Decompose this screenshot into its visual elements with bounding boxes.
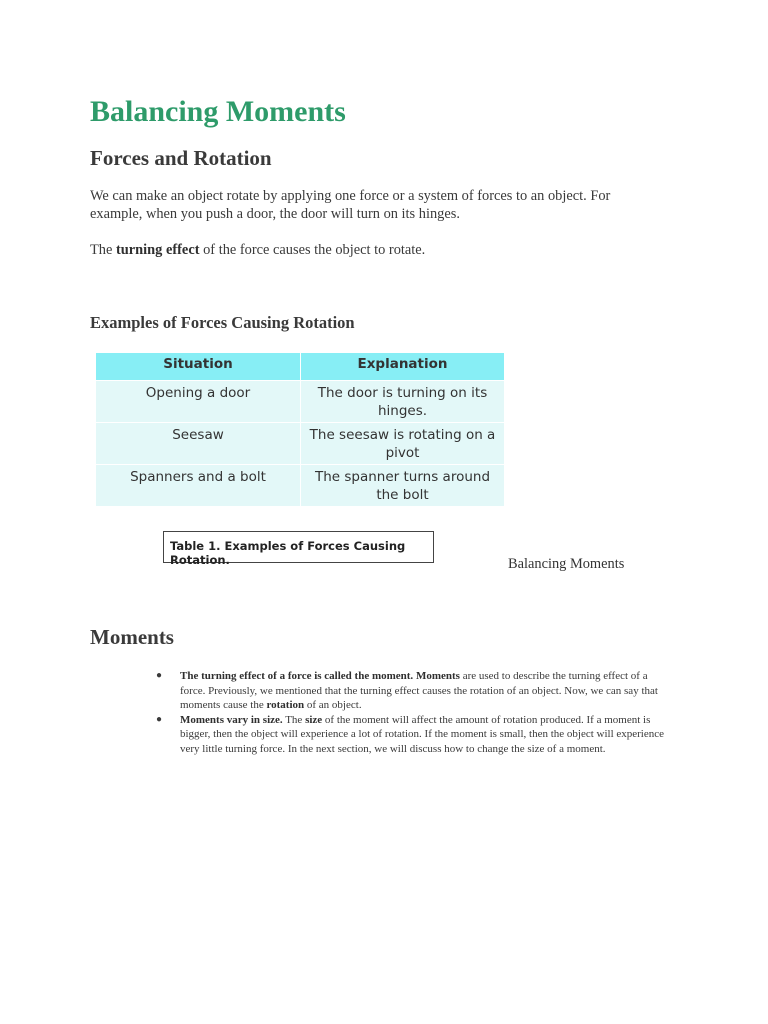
- section-heading-forces-and-rotation: Forces and Rotation: [90, 146, 272, 170]
- section-heading-moments: Moments: [90, 625, 174, 649]
- bullet-text: of the moment will affect the amount of rotation produced. If a moment is bigger, then the object will experience a lot of rotation. If the moment is small, then the object will experience very little turning force. In the next section, we will discuss how to change the size of a moment.: [180, 713, 665, 755]
- table-cell: Opening a door: [96, 381, 301, 423]
- table-row: [96, 423, 505, 465]
- table-cell: The door is turning on its hinges.: [301, 381, 505, 423]
- table-cell: The spanner turns around the bolt: [301, 465, 505, 507]
- para-prefix: The: [90, 242, 116, 258]
- bullet-bold: rotation: [266, 699, 305, 711]
- table-row: [96, 465, 505, 507]
- bullet-icon: ●: [156, 713, 163, 725]
- bullet-bold: Moments: [415, 670, 460, 682]
- list-item: [156, 669, 668, 713]
- side-label: Balancing Moments: [508, 556, 625, 572]
- bullet-icon: ●: [156, 670, 163, 681]
- table-row: [96, 381, 505, 423]
- bullet-bold: The turning effect of a force is called the moment.: [180, 670, 414, 682]
- table-header-row: [96, 353, 505, 381]
- turning-effect-term: turning effect: [115, 242, 200, 258]
- turning-effect-paragraph: [90, 241, 660, 259]
- table-header-situation: Situation: [96, 353, 301, 381]
- table-cell: Seesaw: [96, 423, 301, 465]
- table-cell: The seesaw is rotating on a pivot: [301, 423, 505, 465]
- list-item: [156, 713, 668, 757]
- bullet-text: of an object.: [304, 699, 362, 711]
- intro-paragraph: We can make an object rotate by applying one force or a system of forces to an object. For example, when you push a door, the door will turn on its hinges.: [90, 188, 611, 222]
- table-caption: Table 1. Examples of Forces Causing Rotation.: [163, 531, 434, 563]
- bullet-bold: Moments vary in size.: [180, 713, 283, 726]
- examples-heading: Examples of Forces Causing Rotation: [90, 313, 355, 332]
- page-title: Balancing Moments: [90, 95, 346, 128]
- para-suffix: of the force causes the object to rotate.: [199, 242, 426, 258]
- moments-bullet-list: [156, 669, 668, 756]
- table-cell: Spanners and a bolt: [96, 465, 301, 507]
- table-header-explanation: Explanation: [301, 353, 505, 381]
- examples-table: [95, 352, 505, 507]
- bullet-bold: size: [305, 713, 323, 726]
- bullet-text: are used to describe the turning effect of a force. Previously, we mentioned that the turning effect causes the rotation of an object. Now, we can say that moments cause the: [180, 670, 658, 711]
- bullet-text: The: [282, 713, 306, 726]
